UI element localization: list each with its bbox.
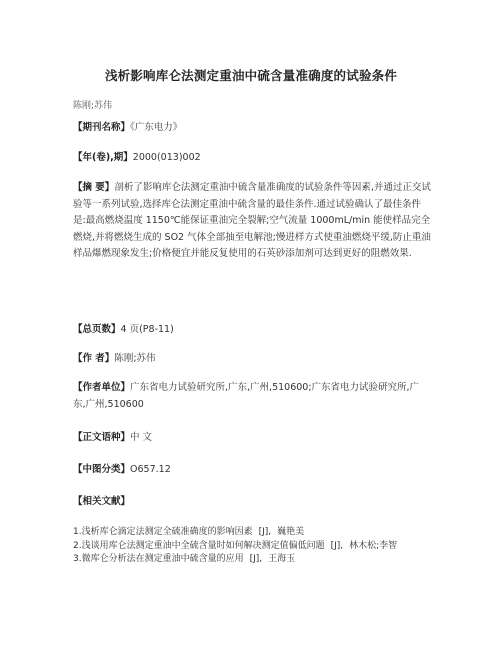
abstract-field [73,180,431,263]
classification-field [73,462,431,479]
year-field [73,150,431,167]
language-label: 【正文语种】 [73,432,131,443]
reference-title[interactable]: 3.微库仑分析法在测定重油中硫含量的应用 [73,554,244,564]
author-label: 【作 者】 [73,353,115,364]
affiliation-label: 【作者单位】 [73,382,131,393]
related-heading [73,494,431,511]
pages-field [73,322,431,339]
list-item[interactable] [73,526,443,540]
related-label: 【相关文献】 [73,496,131,507]
affiliation-field [73,380,431,413]
year-value: 2000(013)002 [132,152,201,163]
reference-tag: [J], [258,527,272,537]
year-label: 【年(卷),期】 [73,152,133,163]
author-value: 陈刚;苏伟 [114,353,156,364]
journal-field [73,120,431,137]
author-line: 陈刚;苏伟 [73,101,113,111]
affiliation-value: 广东省电力试验研究所,广东,广州,510600;广东省电力试验研究所,广东,广州,510600 [73,382,420,410]
reference-tag: [J], [249,554,263,564]
page-title: 浅析影响库仑法测定重油中硫含量准确度的试验条件 [104,68,398,83]
reference-list [73,526,443,567]
abstract-label: 【摘 要】 [73,182,115,193]
reference-authors: 王海玉 [268,554,296,564]
classification-value: O657.12 [130,464,171,475]
reference-tag: [J], [330,540,344,551]
classification-label: 【中图分类】 [73,464,131,475]
reference-authors: 林木松;李智 [349,540,398,551]
pages-label: 【总页数】 [73,324,121,335]
reference-title[interactable]: 1.浅析库仑滴定法测定全硫准确度的影响因素 [73,527,253,537]
pages-value: 4 页(P8-11) [120,324,174,335]
list-item[interactable] [73,540,443,554]
language-field [73,430,431,447]
reference-title[interactable]: 2.浅谈用库仑法测定重油中全硫含量时如何解决测定值偏低问题 [73,540,325,551]
journal-label: 【期刊名称】 [73,122,131,133]
author-field [73,351,431,368]
abstract-text: 剖析了影响库仑法测定重油中硫含量准确度的试验条件等因素,并通过正交试验等一系列试验,选择库仑法测定重油中硫含量的最佳条件.通过试验确认了最佳条件是:最高燃烧温度 1150℃能保证重油完全裂解;空气流量 1000mL/min 能使样品完全燃烧,并将燃烧生成的 SO2 气体全部抽至电解池;慢进样方式使重油燃烧平缓,防止重油样品爆燃现象发生;价格便宜并能反复使用的石英砂添加剂可达到更好的阻燃效果. [73,182,431,259]
language-value: 中 文 [130,432,153,443]
reference-authors: 巍艳美 [277,527,305,537]
list-item[interactable] [73,553,443,567]
journal-value: 《广东电力》 [130,122,183,133]
